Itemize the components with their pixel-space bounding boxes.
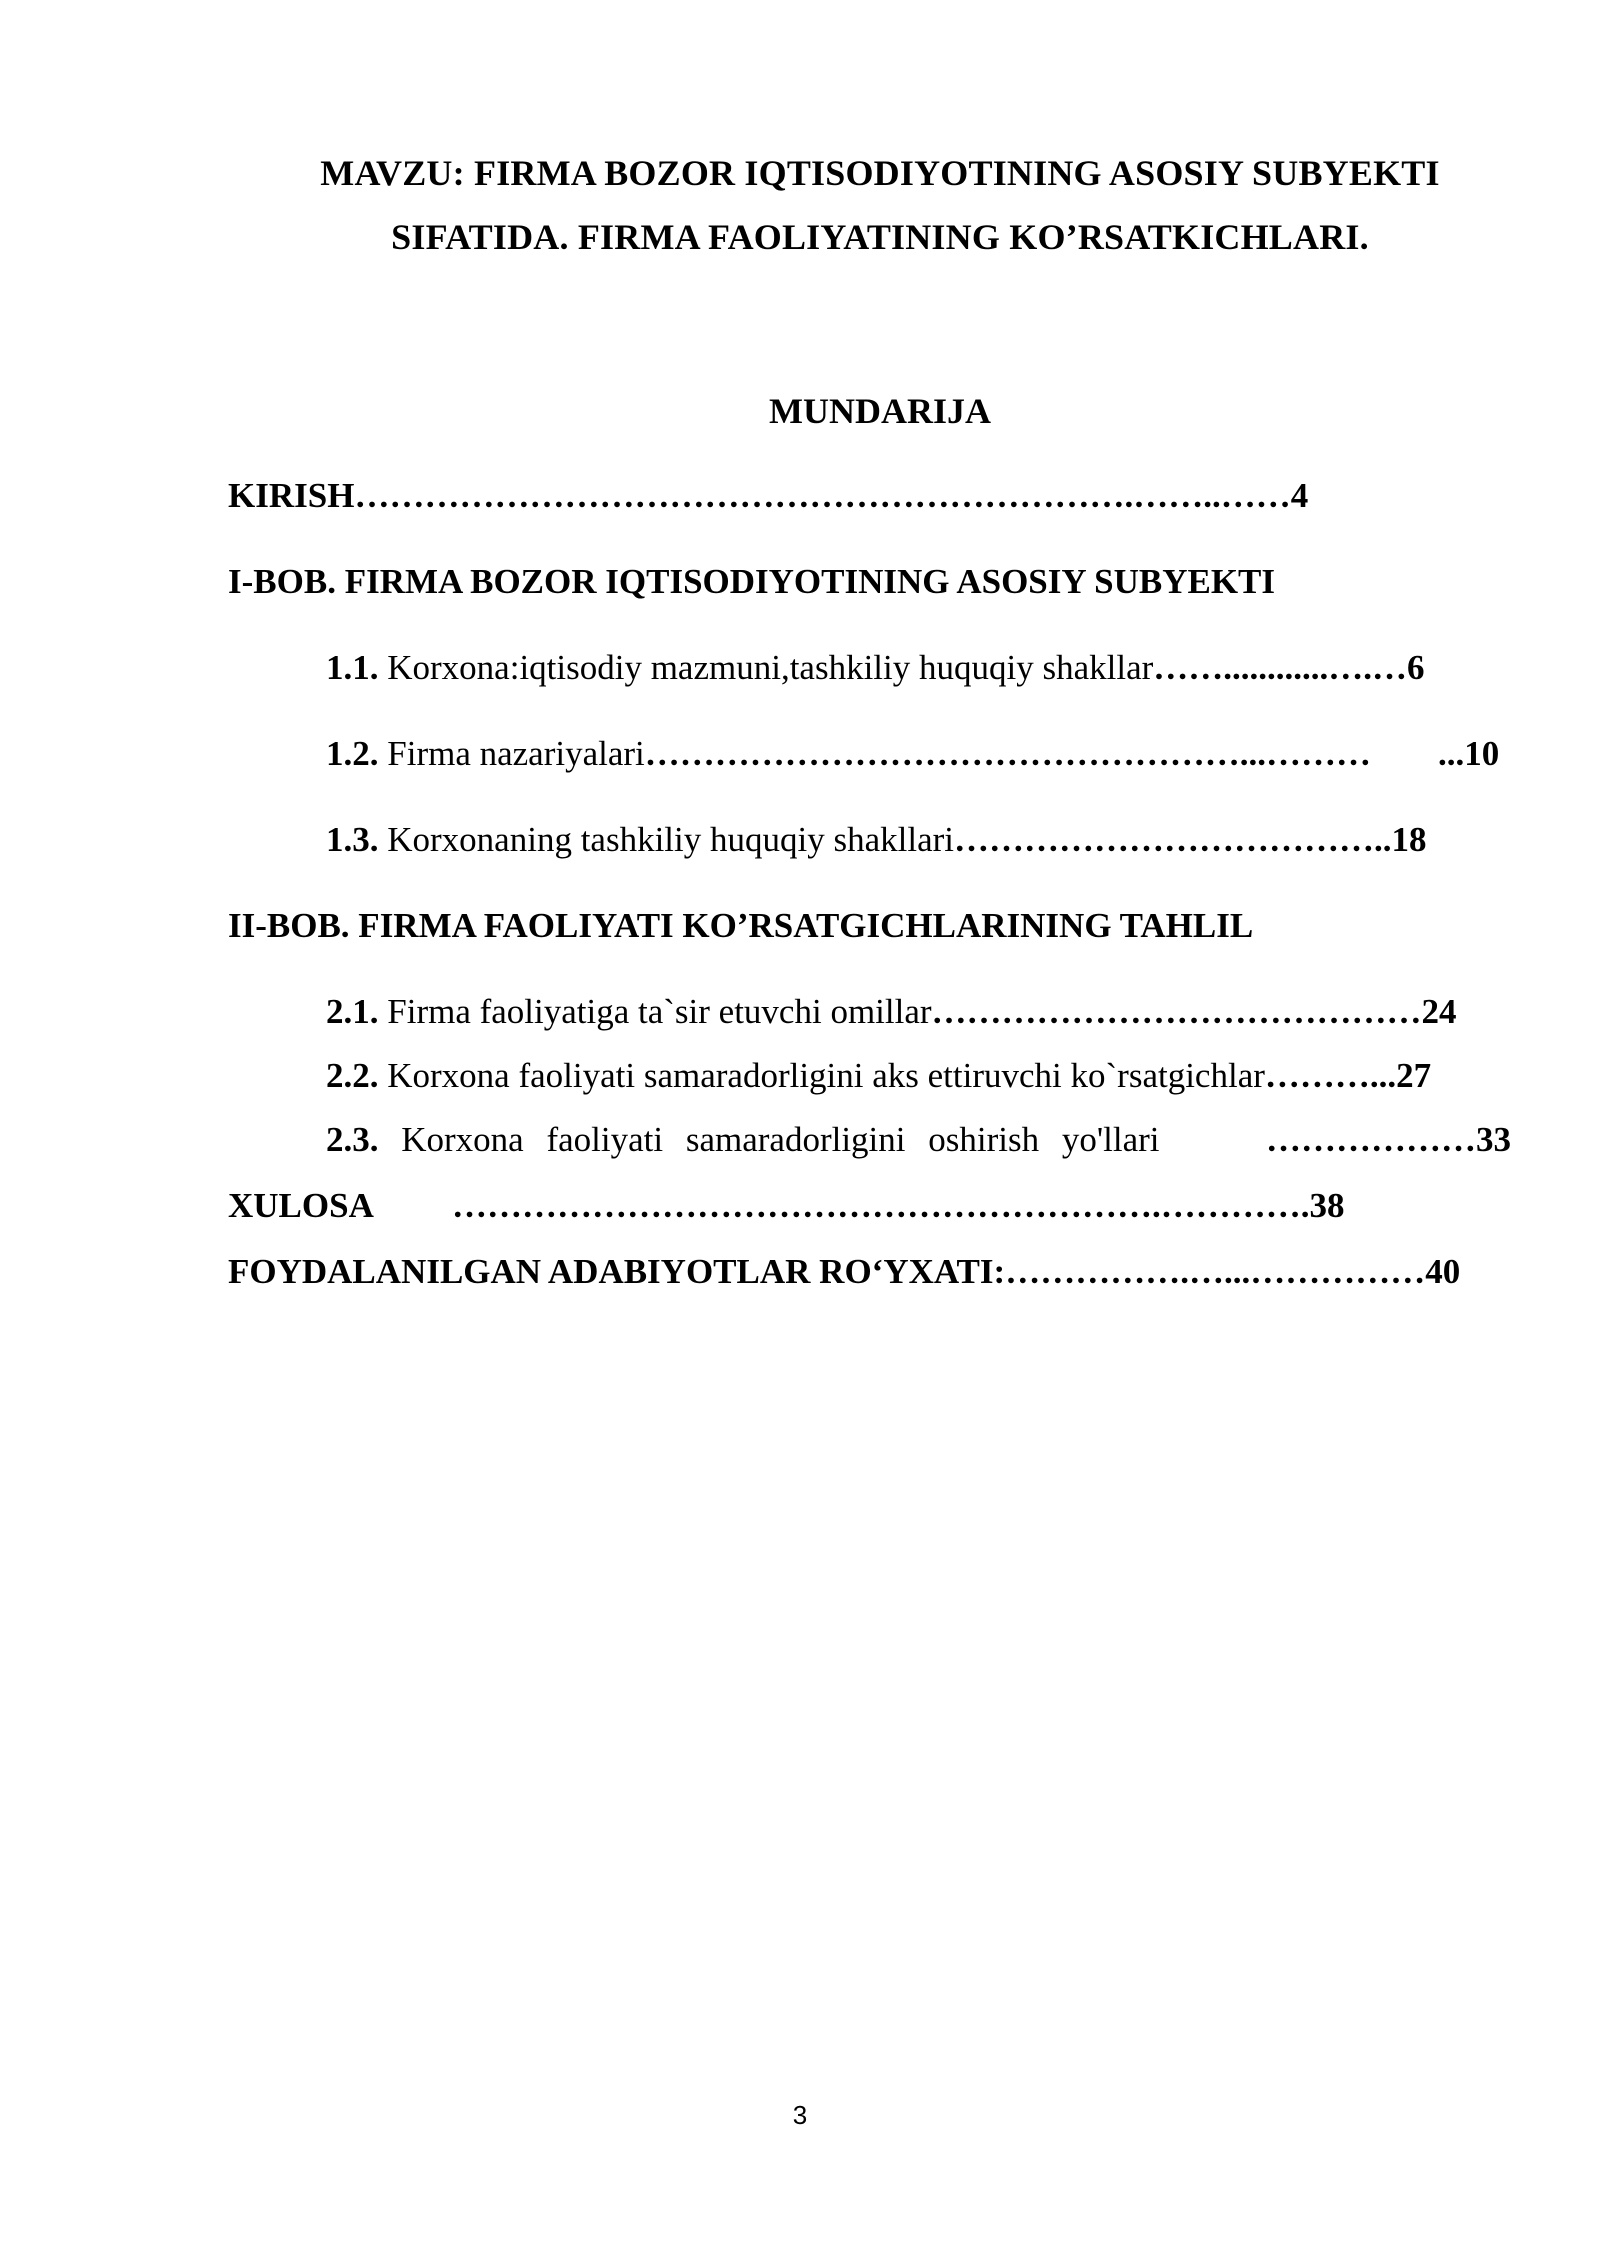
- toc-leader-dots: ……………………………………………...………: [644, 734, 1372, 773]
- toc-section-number: 2.2.: [326, 1056, 379, 1095]
- toc-entry-label: Korxona:iqtisodiy mazmuni,tashkiliy huquqiy shakllar: [378, 648, 1154, 687]
- toc-page-number: ..27: [1378, 1056, 1432, 1095]
- toc-entry-2-3: [326, 1120, 1160, 1160]
- toc-section-number: 1.3.: [326, 820, 379, 859]
- toc-page-number: 4: [1290, 476, 1309, 515]
- toc-entry-1-1: [326, 648, 1425, 688]
- toc-leader-dots: ……………………………………: [931, 992, 1422, 1031]
- toc-entry-label: Firma nazariyalari: [378, 734, 645, 773]
- toc-chapter-label: I-BOB. FIRMA BOZOR IQTISODIYOTINING ASOSIY SUBYEKTI: [228, 562, 1276, 601]
- toc-chapter-2: [228, 906, 1253, 946]
- toc-section-number: 2.3.: [326, 1120, 379, 1159]
- toc-entry-label: KIRISH: [228, 476, 355, 515]
- toc-leader-dots: ………………: [1266, 1120, 1476, 1159]
- toc-entry-adabiyotlar: [228, 1252, 1460, 1292]
- toc-page-number: 40: [1425, 1252, 1461, 1291]
- toc-entry-xulosa-page: [452, 1186, 1345, 1226]
- document-title-line-1: MAVZU: FIRMA BOZOR IQTISODIYOTINING ASOSIY SUBYEKTI: [320, 153, 1440, 193]
- toc-page-number: .18: [1382, 820, 1427, 859]
- toc-page-number: 33: [1476, 1120, 1511, 1159]
- toc-chapter-label: II-BOB. FIRMA FAOLIYATI KO’RSATGICHLARINING TAHLIL: [228, 906, 1254, 945]
- toc-chapter-1: [228, 562, 1275, 602]
- toc-entry-label: Korxona faoliyati samaradorligini oshirish yo'llari: [378, 1120, 1160, 1159]
- toc-entry-label: Firma faoliyatiga ta`sir etuvchi omillar: [378, 992, 932, 1031]
- toc-page-number: 6: [1407, 648, 1425, 687]
- toc-leader-dots: …………………………………………………….…………: [452, 1186, 1301, 1225]
- toc-heading: MUNDARIJA: [769, 391, 991, 431]
- toc-entry-1-2-page: [1438, 734, 1499, 774]
- toc-leader-dots: ………………………………………………………….……..……: [354, 476, 1291, 515]
- toc-entry-label: Korxona faoliyati samaradorligini aks ettiruvchi ko`rsatgichlar: [378, 1056, 1265, 1095]
- toc-entry-kirish: [228, 476, 1308, 516]
- toc-page-number: .38: [1300, 1186, 1345, 1225]
- toc-entry-1-3: [326, 820, 1426, 860]
- document-title-line-2: SIFATIDA. FIRMA FAOLIYATINING KO’RSATKICHLARI.: [391, 217, 1369, 257]
- toc-section-number: 1.1.: [326, 648, 379, 687]
- toc-leader-dots: …………….…...……………: [1005, 1252, 1426, 1291]
- toc-leader-dots: ……............….…: [1153, 648, 1408, 687]
- toc-section-number: 1.2.: [326, 734, 379, 773]
- toc-entry-2-1: [326, 992, 1457, 1032]
- toc-leader-dots: ……………………………….: [953, 820, 1383, 859]
- toc-page-number: ...10: [1438, 734, 1500, 773]
- toc-entry-2-2: [326, 1056, 1431, 1096]
- toc-page-number: 24: [1421, 992, 1457, 1031]
- toc-entry-label: FOYDALANILGAN ADABIYOTLAR RO‘YXATI:: [228, 1252, 1006, 1291]
- toc-entry-xulosa: [228, 1186, 374, 1226]
- page-number: 3: [792, 2100, 808, 2130]
- toc-entry-2-3-page: [1266, 1120, 1511, 1160]
- toc-entry-1-2: [326, 734, 1371, 774]
- toc-section-number: 2.1.: [326, 992, 379, 1031]
- toc-leader-dots: ……….: [1264, 1056, 1379, 1095]
- toc-entry-label: XULOSA: [228, 1186, 374, 1225]
- toc-entry-label: Korxonaning tashkiliy huquqiy shakllari: [378, 820, 954, 859]
